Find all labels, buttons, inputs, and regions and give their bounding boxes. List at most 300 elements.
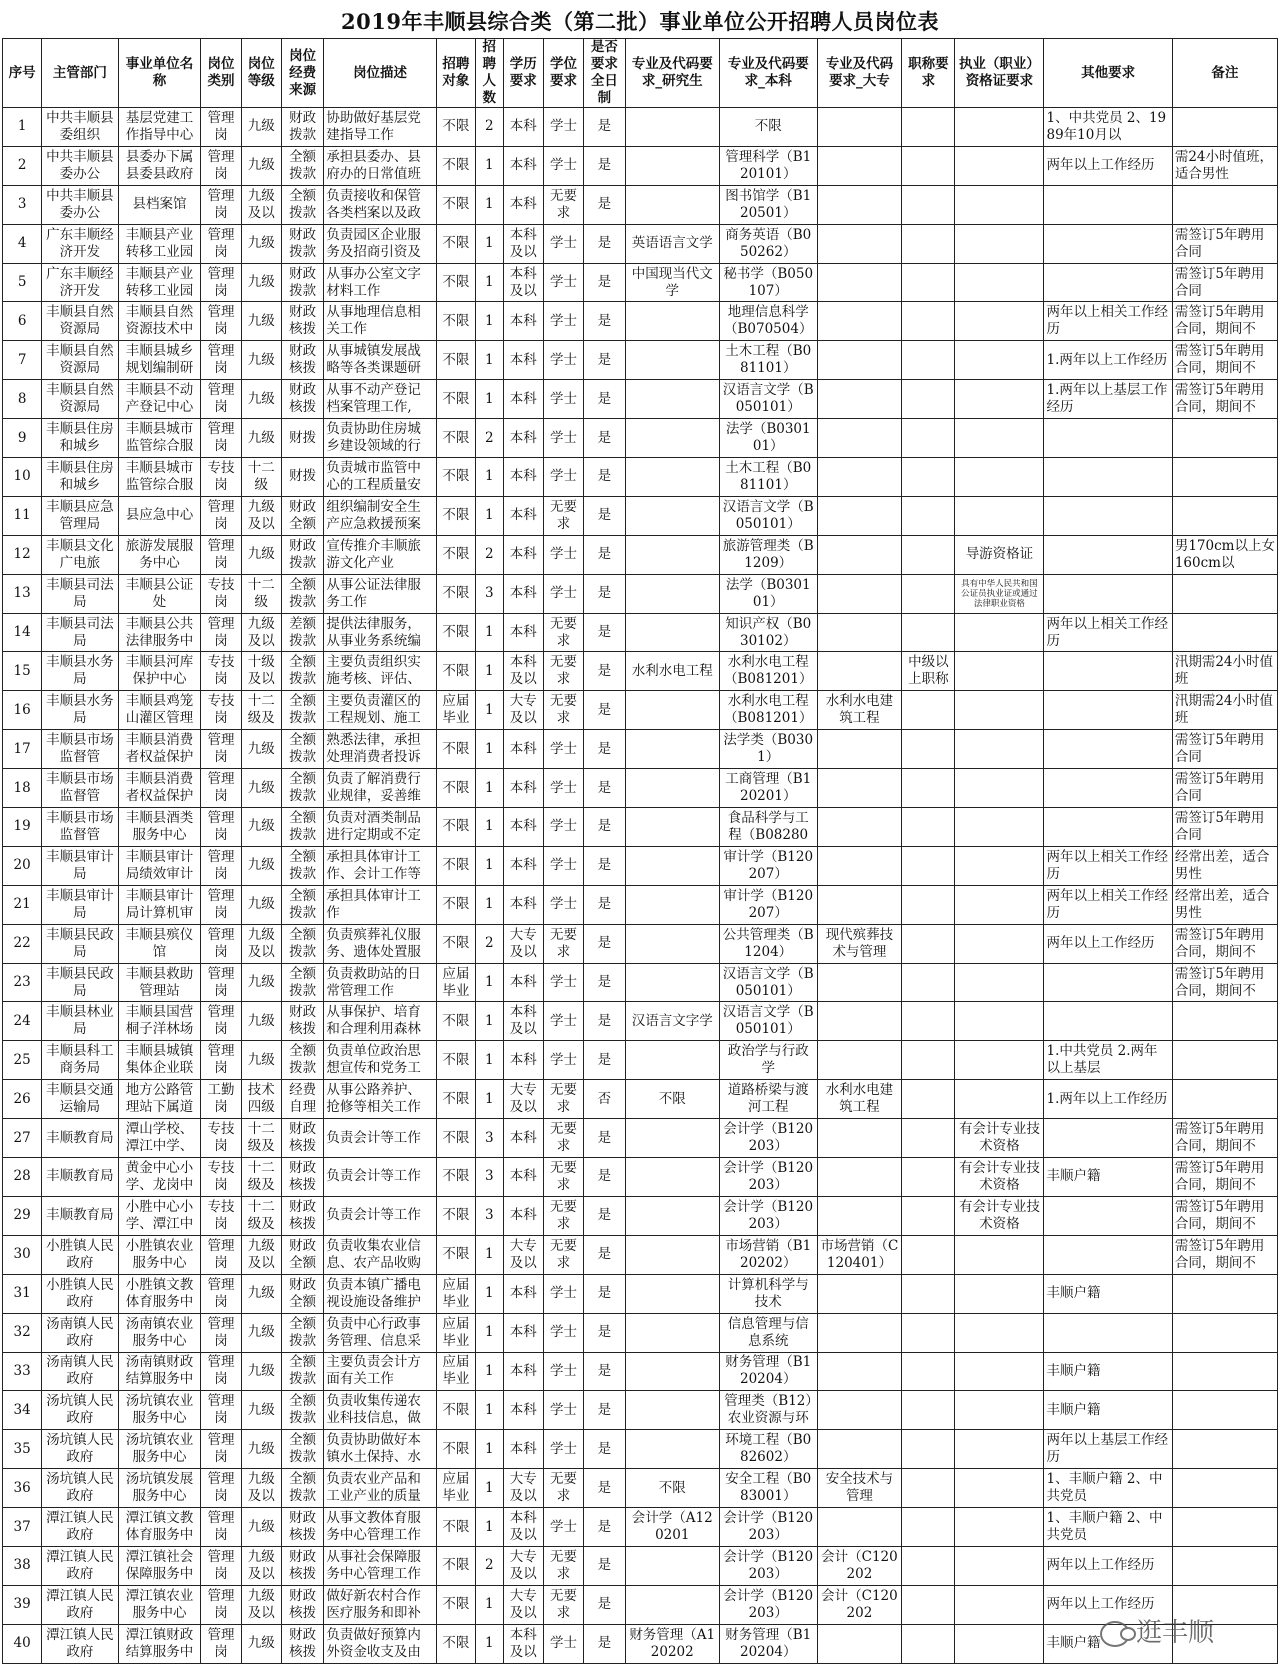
table-cell	[817, 1352, 902, 1391]
cell-text: 专技岗	[207, 1121, 235, 1155]
table-cell	[503, 691, 543, 730]
cell-text: 九级	[247, 1285, 275, 1302]
table-cell	[719, 846, 817, 885]
table-cell	[719, 1196, 817, 1235]
table-cell	[1172, 963, 1277, 1002]
cell-text: 财政全额	[289, 498, 317, 532]
cell-text: 1	[485, 1090, 494, 1107]
column-header: 专业及代码要求_本科	[719, 39, 817, 108]
table-cell	[3, 185, 42, 224]
table-cell	[902, 652, 955, 691]
cell-text: 丰顺县国营桐子洋林场	[125, 1004, 194, 1038]
table-cell	[476, 846, 504, 885]
table-cell	[902, 613, 955, 652]
table-cell	[201, 613, 241, 652]
table-cell	[817, 263, 902, 302]
table-cell	[902, 1624, 955, 1663]
cell-text: 潭江镇社会保障服务中	[125, 1548, 194, 1582]
table-cell	[281, 146, 323, 185]
table-cell	[201, 1508, 241, 1547]
cell-text: 1	[485, 1596, 494, 1613]
cell-text: 财务管理（A120202	[629, 1626, 716, 1660]
cell-text: 承担县委办、县府办的日常值班	[326, 148, 421, 182]
table-cell	[118, 963, 201, 1002]
cell-text: 管理岗	[207, 1510, 235, 1543]
cell-text: 负责会计等工作	[326, 1207, 421, 1224]
table-cell	[436, 1235, 475, 1274]
cell-text: 是	[597, 157, 612, 174]
table-cell	[118, 185, 201, 224]
table-cell	[902, 1235, 955, 1274]
table-cell	[241, 1624, 281, 1663]
table-cell	[719, 1391, 817, 1430]
cell-text: 丰顺县消费者权益保护	[125, 732, 194, 766]
table-cell	[476, 1158, 504, 1197]
table-cell	[1044, 963, 1172, 1002]
table-cell	[241, 302, 281, 341]
cell-text: 管理岗	[207, 187, 235, 221]
table-cell	[543, 419, 583, 458]
table-cell	[118, 1235, 201, 1274]
cell-text: 九级	[247, 1635, 275, 1652]
cell-text: 管理岗	[207, 537, 235, 571]
cell-text: 27	[13, 1129, 31, 1146]
table-cell	[476, 1469, 504, 1508]
table-cell	[719, 458, 817, 497]
table-cell	[201, 808, 241, 847]
cell-text: 管理岗	[207, 1393, 235, 1427]
table-cell	[241, 1041, 281, 1080]
table-cell	[1172, 1546, 1277, 1585]
table-cell	[543, 185, 583, 224]
cell-text: 不限	[442, 1129, 470, 1146]
cell-text: 协助做好基层党建指导工作	[326, 109, 421, 143]
table-cell	[543, 1235, 583, 1274]
table-cell	[42, 1352, 118, 1391]
cell-text: 九级及以	[247, 615, 275, 649]
cell-text: 1	[485, 1440, 494, 1457]
cell-text: 两年以上相关工作经历	[1046, 848, 1168, 882]
cell-text: 现代殡葬技术与管理	[825, 926, 894, 960]
cell-text: 需签订5年聘用合同	[1174, 226, 1265, 260]
table-cell	[817, 963, 902, 1002]
cell-text: 九级	[247, 896, 275, 913]
table-cell	[436, 963, 475, 1002]
table-cell	[817, 924, 902, 963]
column-header: 学位要求	[543, 39, 583, 108]
table-cell	[201, 1546, 241, 1585]
table-cell	[476, 496, 504, 535]
cell-text: 本科	[509, 1285, 537, 1302]
table-cell	[436, 574, 475, 613]
cell-text: 1	[485, 662, 494, 679]
cell-text: 是	[597, 546, 612, 563]
table-cell	[625, 652, 719, 691]
table-cell	[817, 1158, 902, 1197]
cell-text: 丰顺县审计局绩效审计	[125, 848, 194, 882]
table-cell	[42, 185, 118, 224]
table-cell	[503, 1041, 543, 1080]
table-cell	[817, 846, 902, 885]
cell-text: 小胜中心小学、潭江中	[125, 1198, 194, 1232]
cell-text: 不限	[442, 935, 470, 952]
table-cell	[1172, 1391, 1277, 1430]
table-cell	[719, 963, 817, 1002]
cell-text: 九级	[247, 779, 275, 796]
table-cell	[955, 458, 1044, 497]
table-cell	[817, 496, 902, 535]
cell-text: 1	[485, 1401, 494, 1418]
table-cell	[324, 1391, 436, 1430]
column-header: 招聘对象	[436, 39, 475, 108]
cell-text: 丰顺县城市监管综合服	[125, 421, 194, 455]
table-cell	[201, 1196, 241, 1235]
cell-text: 财政全额	[289, 1237, 317, 1271]
table-cell	[543, 691, 583, 730]
table-cell	[503, 1352, 543, 1391]
table-cell	[476, 1585, 504, 1624]
cell-text: 十二级及	[247, 1159, 275, 1193]
cell-text: 九级及以	[247, 1471, 275, 1505]
table-cell	[201, 108, 241, 147]
cell-text: 财政拨款	[289, 265, 317, 299]
cell-text: 管理岗	[207, 1471, 235, 1505]
cell-text: 食品科学与工程（B08280	[727, 809, 809, 843]
cell-text: 管理岗	[207, 965, 235, 999]
cell-text: 是	[597, 1440, 612, 1457]
table-cell	[476, 224, 504, 263]
cell-text: 负责单位政治思想宣传和党务工	[326, 1043, 421, 1077]
table-cell	[584, 1313, 625, 1352]
table-cell	[543, 1158, 583, 1197]
table-cell	[584, 1119, 625, 1158]
table-cell	[543, 1196, 583, 1235]
cell-text: 管理岗	[207, 109, 235, 143]
cell-text: 管理岗	[207, 421, 235, 455]
table-cell	[955, 1080, 1044, 1119]
cell-text: 财政核拨	[289, 1626, 317, 1660]
cell-text: 8	[17, 390, 27, 407]
table-cell	[625, 885, 719, 924]
table-cell	[543, 1585, 583, 1624]
cell-text: 1	[485, 818, 494, 835]
table-row	[3, 574, 1278, 613]
table-cell	[584, 1624, 625, 1663]
cell-text: 学士	[550, 468, 578, 485]
cell-text: 财政核拨	[289, 1198, 317, 1232]
cell-text: 不限	[754, 118, 782, 135]
table-cell	[42, 924, 118, 963]
cell-text: 学士	[550, 235, 578, 252]
column-header: 学历要求	[503, 39, 543, 108]
cell-text: 汤坑镇人民政府	[46, 1471, 114, 1505]
table-cell	[324, 458, 436, 497]
table-cell	[719, 1624, 817, 1663]
cell-text: 会计学（B120203）	[723, 1121, 814, 1155]
cell-text: 丰顺户籍	[1046, 1362, 1101, 1379]
cell-text: 负责园区企业服务及招商引资及	[326, 226, 421, 260]
cell-text: 汤南镇农业服务中心	[125, 1315, 194, 1349]
cell-text: 潭江镇人民政府	[46, 1587, 114, 1621]
table-cell	[817, 224, 902, 263]
table-cell	[436, 846, 475, 885]
table-cell	[625, 769, 719, 808]
table-cell	[281, 535, 323, 574]
cell-text: 潭江镇人民政府	[46, 1510, 114, 1543]
table-row	[3, 730, 1278, 769]
cell-text: 九级	[247, 118, 275, 135]
cell-text: 汤南镇财政结算服务中	[125, 1354, 194, 1388]
table-cell	[201, 574, 241, 613]
cell-text: 应届毕业	[442, 965, 470, 999]
table-cell	[241, 496, 281, 535]
cell-text: 是	[597, 351, 612, 368]
table-cell	[817, 380, 902, 419]
table-cell	[955, 1508, 1044, 1547]
table-cell	[902, 263, 955, 302]
cell-text: 是	[597, 235, 612, 252]
cell-text: 本科	[509, 157, 537, 174]
cell-text: 两年以上工作经历	[1046, 1596, 1155, 1613]
table-cell	[42, 224, 118, 263]
table-cell	[241, 574, 281, 613]
table-cell	[902, 224, 955, 263]
cell-text: 丰顺县自然资源局	[46, 382, 114, 416]
table-row	[3, 846, 1278, 885]
table-cell	[436, 146, 475, 185]
table-cell	[1172, 458, 1277, 497]
table-cell	[902, 1508, 955, 1547]
table-cell	[719, 108, 817, 147]
table-row	[3, 108, 1278, 147]
cell-text: 丰顺县自然资源技术中	[125, 304, 194, 338]
cell-text: 丰顺县水务局	[46, 654, 114, 688]
table-cell	[3, 224, 42, 263]
cell-text: 管理岗	[207, 226, 235, 260]
table-cell	[281, 1508, 323, 1547]
cell-text: 十二级	[247, 576, 275, 610]
cell-text: 大专及以	[509, 693, 537, 727]
table-cell	[543, 146, 583, 185]
table-cell	[1172, 1196, 1277, 1235]
cell-text: 管理岗	[207, 1004, 235, 1038]
cell-text: 管理岗	[207, 1043, 235, 1077]
table-cell	[201, 963, 241, 1002]
cell-text: 是	[597, 196, 612, 213]
table-cell	[1172, 146, 1277, 185]
table-cell	[817, 1041, 902, 1080]
table-cell	[543, 1119, 583, 1158]
cell-text: 丰顺县审计局	[46, 848, 114, 882]
table-cell	[543, 1041, 583, 1080]
table-cell	[817, 691, 902, 730]
table-cell	[324, 1624, 436, 1663]
cell-text: 审计学（B120207）	[723, 848, 814, 882]
table-row	[3, 224, 1278, 263]
table-cell	[955, 691, 1044, 730]
cell-text: 无要求	[550, 1548, 578, 1582]
cell-text: 30	[13, 1246, 31, 1263]
table-cell	[42, 108, 118, 147]
cell-text: 小胜镇人民政府	[46, 1276, 114, 1310]
cell-text: 十级及以	[247, 654, 275, 688]
table-cell	[625, 458, 719, 497]
table-cell	[543, 769, 583, 808]
table-cell	[902, 808, 955, 847]
table-cell	[625, 613, 719, 652]
cell-text: 本科及以	[509, 654, 537, 688]
table-cell	[584, 146, 625, 185]
table-cell	[201, 458, 241, 497]
cell-text: 不限	[442, 624, 470, 641]
table-cell	[436, 535, 475, 574]
table-cell	[1044, 652, 1172, 691]
table-cell	[476, 652, 504, 691]
cell-text: 3	[485, 1207, 494, 1224]
cell-text: 县应急中心	[125, 507, 194, 524]
table-cell	[436, 885, 475, 924]
table-cell	[241, 808, 281, 847]
table-cell	[625, 496, 719, 535]
table-cell	[1172, 185, 1277, 224]
table-cell	[118, 1041, 201, 1080]
table-cell	[476, 1002, 504, 1041]
table-cell	[1044, 769, 1172, 808]
table-cell	[118, 419, 201, 458]
table-cell	[324, 652, 436, 691]
table-cell	[503, 1235, 543, 1274]
table-cell	[625, 1002, 719, 1041]
cell-text: 从事办公室文字材料工作	[326, 265, 421, 299]
table-cell	[1172, 1430, 1277, 1469]
table-cell	[1172, 1352, 1277, 1391]
cell-text: 本科	[509, 196, 537, 213]
table-cell	[817, 419, 902, 458]
cell-text: 会计学（B120203）	[723, 1159, 814, 1193]
table-cell	[436, 1585, 475, 1624]
cell-text: 无要求	[550, 1471, 578, 1505]
table-cell	[543, 808, 583, 847]
cell-text: 管理岗	[207, 809, 235, 843]
cell-text: 是	[597, 740, 612, 757]
cell-text: 不限	[442, 1246, 470, 1263]
table-cell	[281, 1352, 323, 1391]
cell-text: 学士	[550, 429, 578, 446]
table-cell	[719, 185, 817, 224]
table-cell	[436, 691, 475, 730]
cell-text: 公共管理类（B1204）	[722, 926, 814, 960]
table-cell	[584, 1041, 625, 1080]
table-cell	[543, 263, 583, 302]
cell-text: 财政核拨	[289, 343, 317, 377]
table-cell	[817, 808, 902, 847]
table-cell	[817, 1002, 902, 1041]
table-cell	[281, 1624, 323, 1663]
cell-text: 需签订5年聘用合同	[1174, 809, 1265, 843]
table-cell	[3, 1430, 42, 1469]
table-cell	[476, 924, 504, 963]
cell-text: 法学类（B0301）	[723, 732, 814, 766]
cell-text: 丰顺县审计局计算机审	[125, 887, 194, 921]
table-cell	[543, 652, 583, 691]
table-cell	[118, 1196, 201, 1235]
table-cell	[324, 1430, 436, 1469]
cell-text: 是	[597, 1479, 612, 1496]
cell-text: 7	[17, 351, 27, 368]
cell-text: 十二级及	[247, 1198, 275, 1232]
table-cell	[3, 1002, 42, 1041]
table-cell	[1172, 1469, 1277, 1508]
table-cell	[503, 224, 543, 263]
table-cell	[955, 341, 1044, 380]
cell-text: 是	[597, 935, 612, 952]
cell-text: 无要求	[550, 1159, 578, 1193]
table-cell	[324, 496, 436, 535]
table-row	[3, 1546, 1278, 1585]
cell-text: 学士	[550, 896, 578, 913]
table-cell	[241, 652, 281, 691]
table-cell	[1044, 185, 1172, 224]
table-cell	[817, 1274, 902, 1313]
cell-text: 无要求	[550, 1237, 578, 1271]
table-cell	[584, 185, 625, 224]
cell-text: 会计学（B120203）	[723, 1587, 814, 1621]
table-cell	[324, 1041, 436, 1080]
table-cell	[955, 574, 1044, 613]
cell-text: 不限	[442, 196, 470, 213]
table-cell	[543, 963, 583, 1002]
table-cell	[625, 808, 719, 847]
table-cell	[281, 808, 323, 847]
cell-text: 全额拨款	[289, 887, 317, 921]
cell-text: 管理岗	[207, 343, 235, 377]
table-cell	[625, 1119, 719, 1158]
table-cell	[324, 613, 436, 652]
table-row	[3, 652, 1278, 691]
cell-text: 学士	[550, 740, 578, 757]
cell-text: 从事地理信息相关工作	[326, 304, 421, 338]
cell-text: 做好新农村合作医疗服务和即补	[326, 1587, 421, 1621]
table-cell	[503, 263, 543, 302]
table-cell	[118, 1430, 201, 1469]
cell-text: 经常出差，适合男性	[1174, 848, 1270, 882]
cell-text: 本科	[509, 896, 537, 913]
cell-text: 不限	[442, 1168, 470, 1185]
cell-text: 九级	[247, 390, 275, 407]
table-cell	[476, 419, 504, 458]
cell-text: 九级及以	[247, 1548, 275, 1582]
cell-text: 丰顺县林业局	[46, 1004, 114, 1038]
cell-text: 汤坑镇人民政府	[46, 1432, 114, 1466]
table-cell	[281, 496, 323, 535]
table-cell	[503, 1313, 543, 1352]
table-cell	[476, 808, 504, 847]
table-cell	[902, 1158, 955, 1197]
table-cell	[118, 1624, 201, 1663]
table-cell	[201, 924, 241, 963]
table-cell	[625, 1469, 719, 1508]
table-cell	[241, 924, 281, 963]
table-cell	[241, 730, 281, 769]
cell-text: 具有中华人民共和国公证员执业证或通过法律职业资格	[961, 578, 1038, 609]
table-cell	[1172, 1508, 1277, 1547]
cell-text: 本科及以	[509, 265, 537, 299]
cell-text: 九级	[247, 1518, 275, 1535]
cell-text: 本科	[509, 118, 537, 135]
table-cell	[324, 1002, 436, 1041]
table-cell	[1172, 1158, 1277, 1197]
table-cell	[584, 108, 625, 147]
